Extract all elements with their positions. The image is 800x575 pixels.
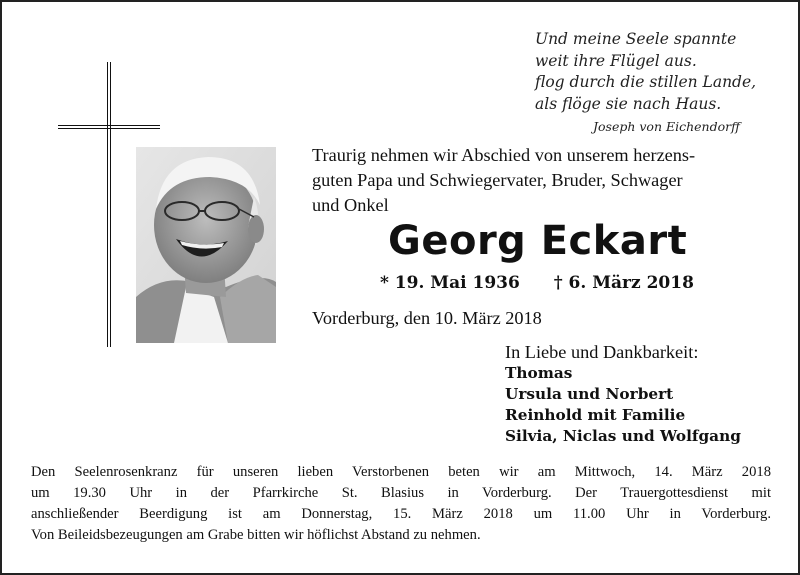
family-member: Thomas [505, 364, 573, 382]
intro-text [312, 143, 752, 218]
family-heading: In Liebe und Dankbarkeit: [505, 342, 699, 362]
poem-line: flog durch die stillen Lande, [535, 73, 757, 91]
intro-line: guten Papa und Schwiegervater, Bruder, Schwager [312, 170, 683, 190]
family-member: Reinhold mit Familie [505, 406, 686, 424]
life-dates [380, 270, 694, 296]
deceased-name: Georg Eckart [388, 218, 688, 264]
death-date: † 6. März 2018 [553, 273, 694, 293]
notice-line: Den Seelenrosenkranz für unseren lieben Verstorbenen beten wir am Mittwoch, 14. März 2018 [31, 464, 771, 480]
notice-line: anschließender Beerdigung ist am Donnerstag, 15. März 2018 um 11.00 Uhr in Vorderburg. [31, 506, 771, 522]
poem-line: als flöge sie nach Haus. [535, 94, 722, 113]
birth-date: * 19. Mai 1936 [380, 273, 520, 293]
family-member: Ursula und Norbert [505, 385, 674, 403]
family-member: Silvia, Niclas und Wolfgang [505, 427, 741, 445]
portrait-photo [136, 147, 276, 343]
poem-author: Joseph von Eichendorff [593, 119, 740, 134]
notice-line: Von Beileidsbezeugungen am Grabe bitten wir höflichst Abstand zu nehmen. [31, 527, 481, 543]
place-date: Vorderburg, den 10. März 2018 [312, 308, 542, 328]
poem-quote [535, 29, 785, 138]
poem-line: weit ihre Flügel aus. [535, 51, 697, 70]
intro-line: Traurig nehmen wir Abschied von unserem herzens- [312, 145, 696, 165]
notice-line: um 19.30 Uhr in der Pfarrkirche St. Blasius in Vorderburg. Der Trauergottesdienst mit [31, 485, 771, 501]
family-block [505, 342, 741, 447]
intro-line: und Onkel [312, 195, 389, 215]
funeral-notice [31, 462, 771, 546]
poem-line: Und meine Seele spannte [535, 30, 737, 48]
